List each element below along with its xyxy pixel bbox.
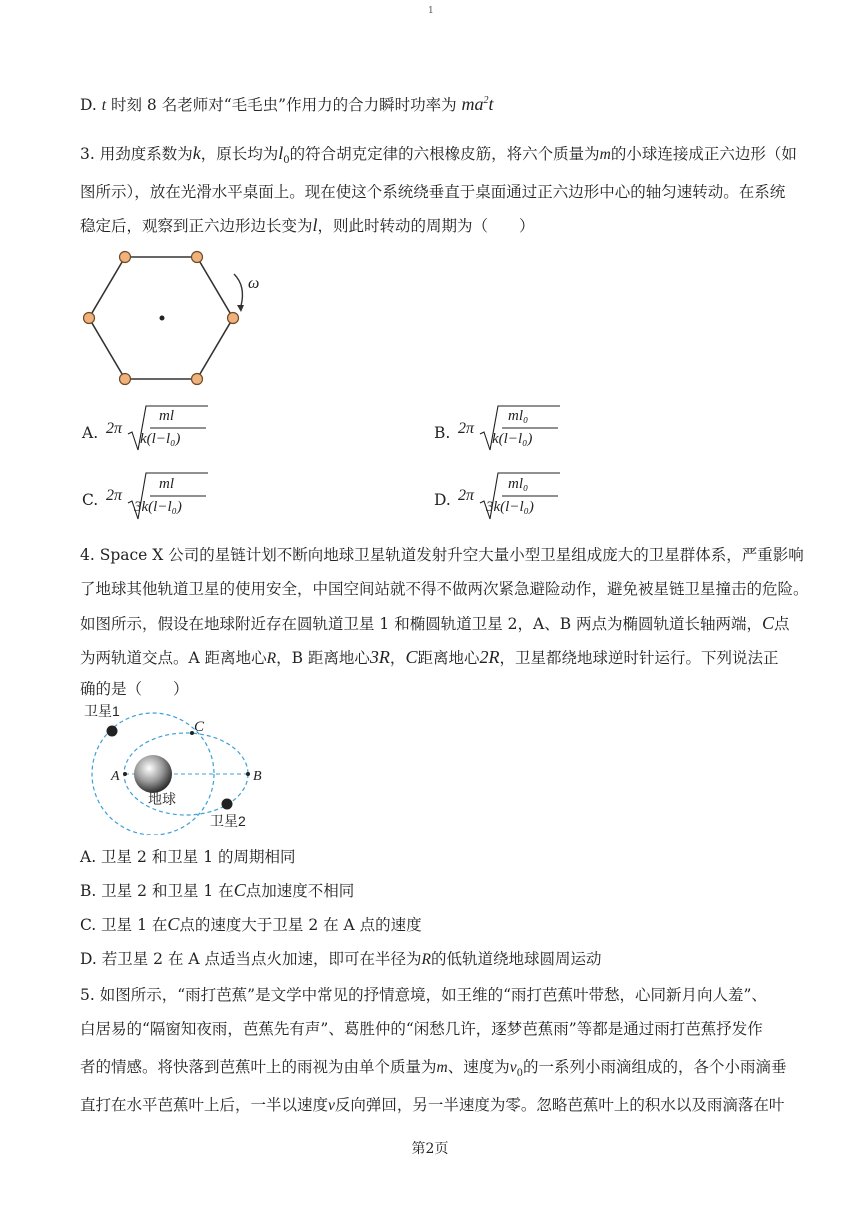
option-letter: D.: [80, 96, 97, 114]
c-label: C: [194, 719, 205, 735]
orbit-figure: [80, 700, 280, 835]
page-header-mark: 1: [428, 6, 434, 16]
q5-line-2: 白居易的“隔窗知夜雨，芭蕉先有声”、葛胜仲的“闲愁几许，逐梦芭蕉雨”等都是通过雨打芭蕉抒发作: [80, 1020, 763, 1038]
earth: [134, 755, 172, 793]
q4-line-2: 了地球其他轨道卫星的使用安全，中国空间站就不得不做两次紧急避险动作，避免被星链卫星撞击的危险。: [80, 580, 809, 598]
a-label: A: [111, 769, 120, 784]
point-a: [123, 772, 127, 776]
satellite-1: [107, 726, 118, 737]
ball-left: [84, 313, 95, 324]
ball-right: [228, 313, 239, 324]
q5-line-1: 5. 如图所示，“雨打芭蕉”是文学中常见的抒情意境，如王维的“雨打芭蕉叶带愁，心同新月向人羞”、: [80, 986, 767, 1004]
hexagon-figure: [76, 248, 276, 388]
q4-line-1: 4. Space X 公司的星链计划不断向地球卫星轨道发射升空大量小型卫星组成庞大的卫星群体系，严重影响: [80, 546, 804, 564]
q4-option-a: A. 卫星 2 和卫星 1 的周期相同: [80, 848, 296, 866]
q3-line-1: 3. 用劲度系数为k，原长均为$l_0$的符合胡克定律的六根橡皮筋，将六个质量为m的小球连接成正六边形（如: [80, 143, 797, 167]
sat1-label: 卫星1: [84, 703, 120, 719]
ball-top-left: [120, 252, 131, 263]
q4-option-c: C. 卫星 1 在C点的速度大于卫星 2 在 A 点的速度: [80, 914, 422, 934]
q4-line-5: 确的是（ ）: [80, 680, 189, 698]
q4-option-d: D. 若卫星 2 在 A 点适当点火加速，即可在半径为R的低轨道绕地球圆周运动: [80, 950, 602, 968]
q4-line-3: 如图所示，假设在地球附近存在圆轨道卫星 1 和椭圆轨道卫星 2，A、B 两点为椭圆轨道长轴两端，C点: [80, 613, 790, 633]
q4-line-4: 为两轨道交点。A 距离地心R，B 距离地心3R，C距离地心2R，卫星都绕地球逆时针运行。下列说法正: [80, 647, 779, 667]
q3-line-2: 图所示），放在光滑水平桌面上。现在使这个系统绕垂直于桌面通过正六边形中心的轴匀速转动。在系统: [80, 183, 786, 201]
page-footer: 第2页: [411, 1141, 449, 1157]
point-b: [246, 772, 250, 776]
omega-label: ω: [248, 275, 260, 292]
q5-line-3: 者的情感。将快落到芭蕉叶上的雨视为由单个质量为m、速度为$v_0$的一系列小雨滴组成的，各个小雨滴垂: [80, 1058, 787, 1080]
q3-line-3: 稳定后，观察到正六边形边长变为l，则此时转动的周期为（ ）: [80, 215, 535, 235]
q4-option-b: B. 卫星 2 和卫星 1 在C点加速度不相同: [80, 880, 355, 900]
power-expression: $ma^2t$: [461, 94, 494, 114]
earth-label: 地球: [148, 791, 176, 807]
ball-bottom-right: [192, 374, 203, 385]
rotation-arrow: [234, 274, 242, 306]
sat2-label: 卫星2: [210, 813, 246, 829]
center-dot: [160, 316, 165, 321]
satellite-2: [222, 799, 233, 810]
q2-option-d: D. t 时刻 8 名老师对“毛毛虫”作用力的合力瞬时功率为 $ma^2t$: [80, 94, 494, 114]
ball-bottom-left: [120, 374, 131, 385]
ball-top-right: [192, 252, 203, 263]
q5-line-4: 直打在水平芭蕉叶上后，一半以速度v反向弹回，另一半速度为零。忽略芭蕉叶上的积水以及雨滴落在叶: [80, 1096, 785, 1114]
b-label: B: [253, 769, 262, 784]
